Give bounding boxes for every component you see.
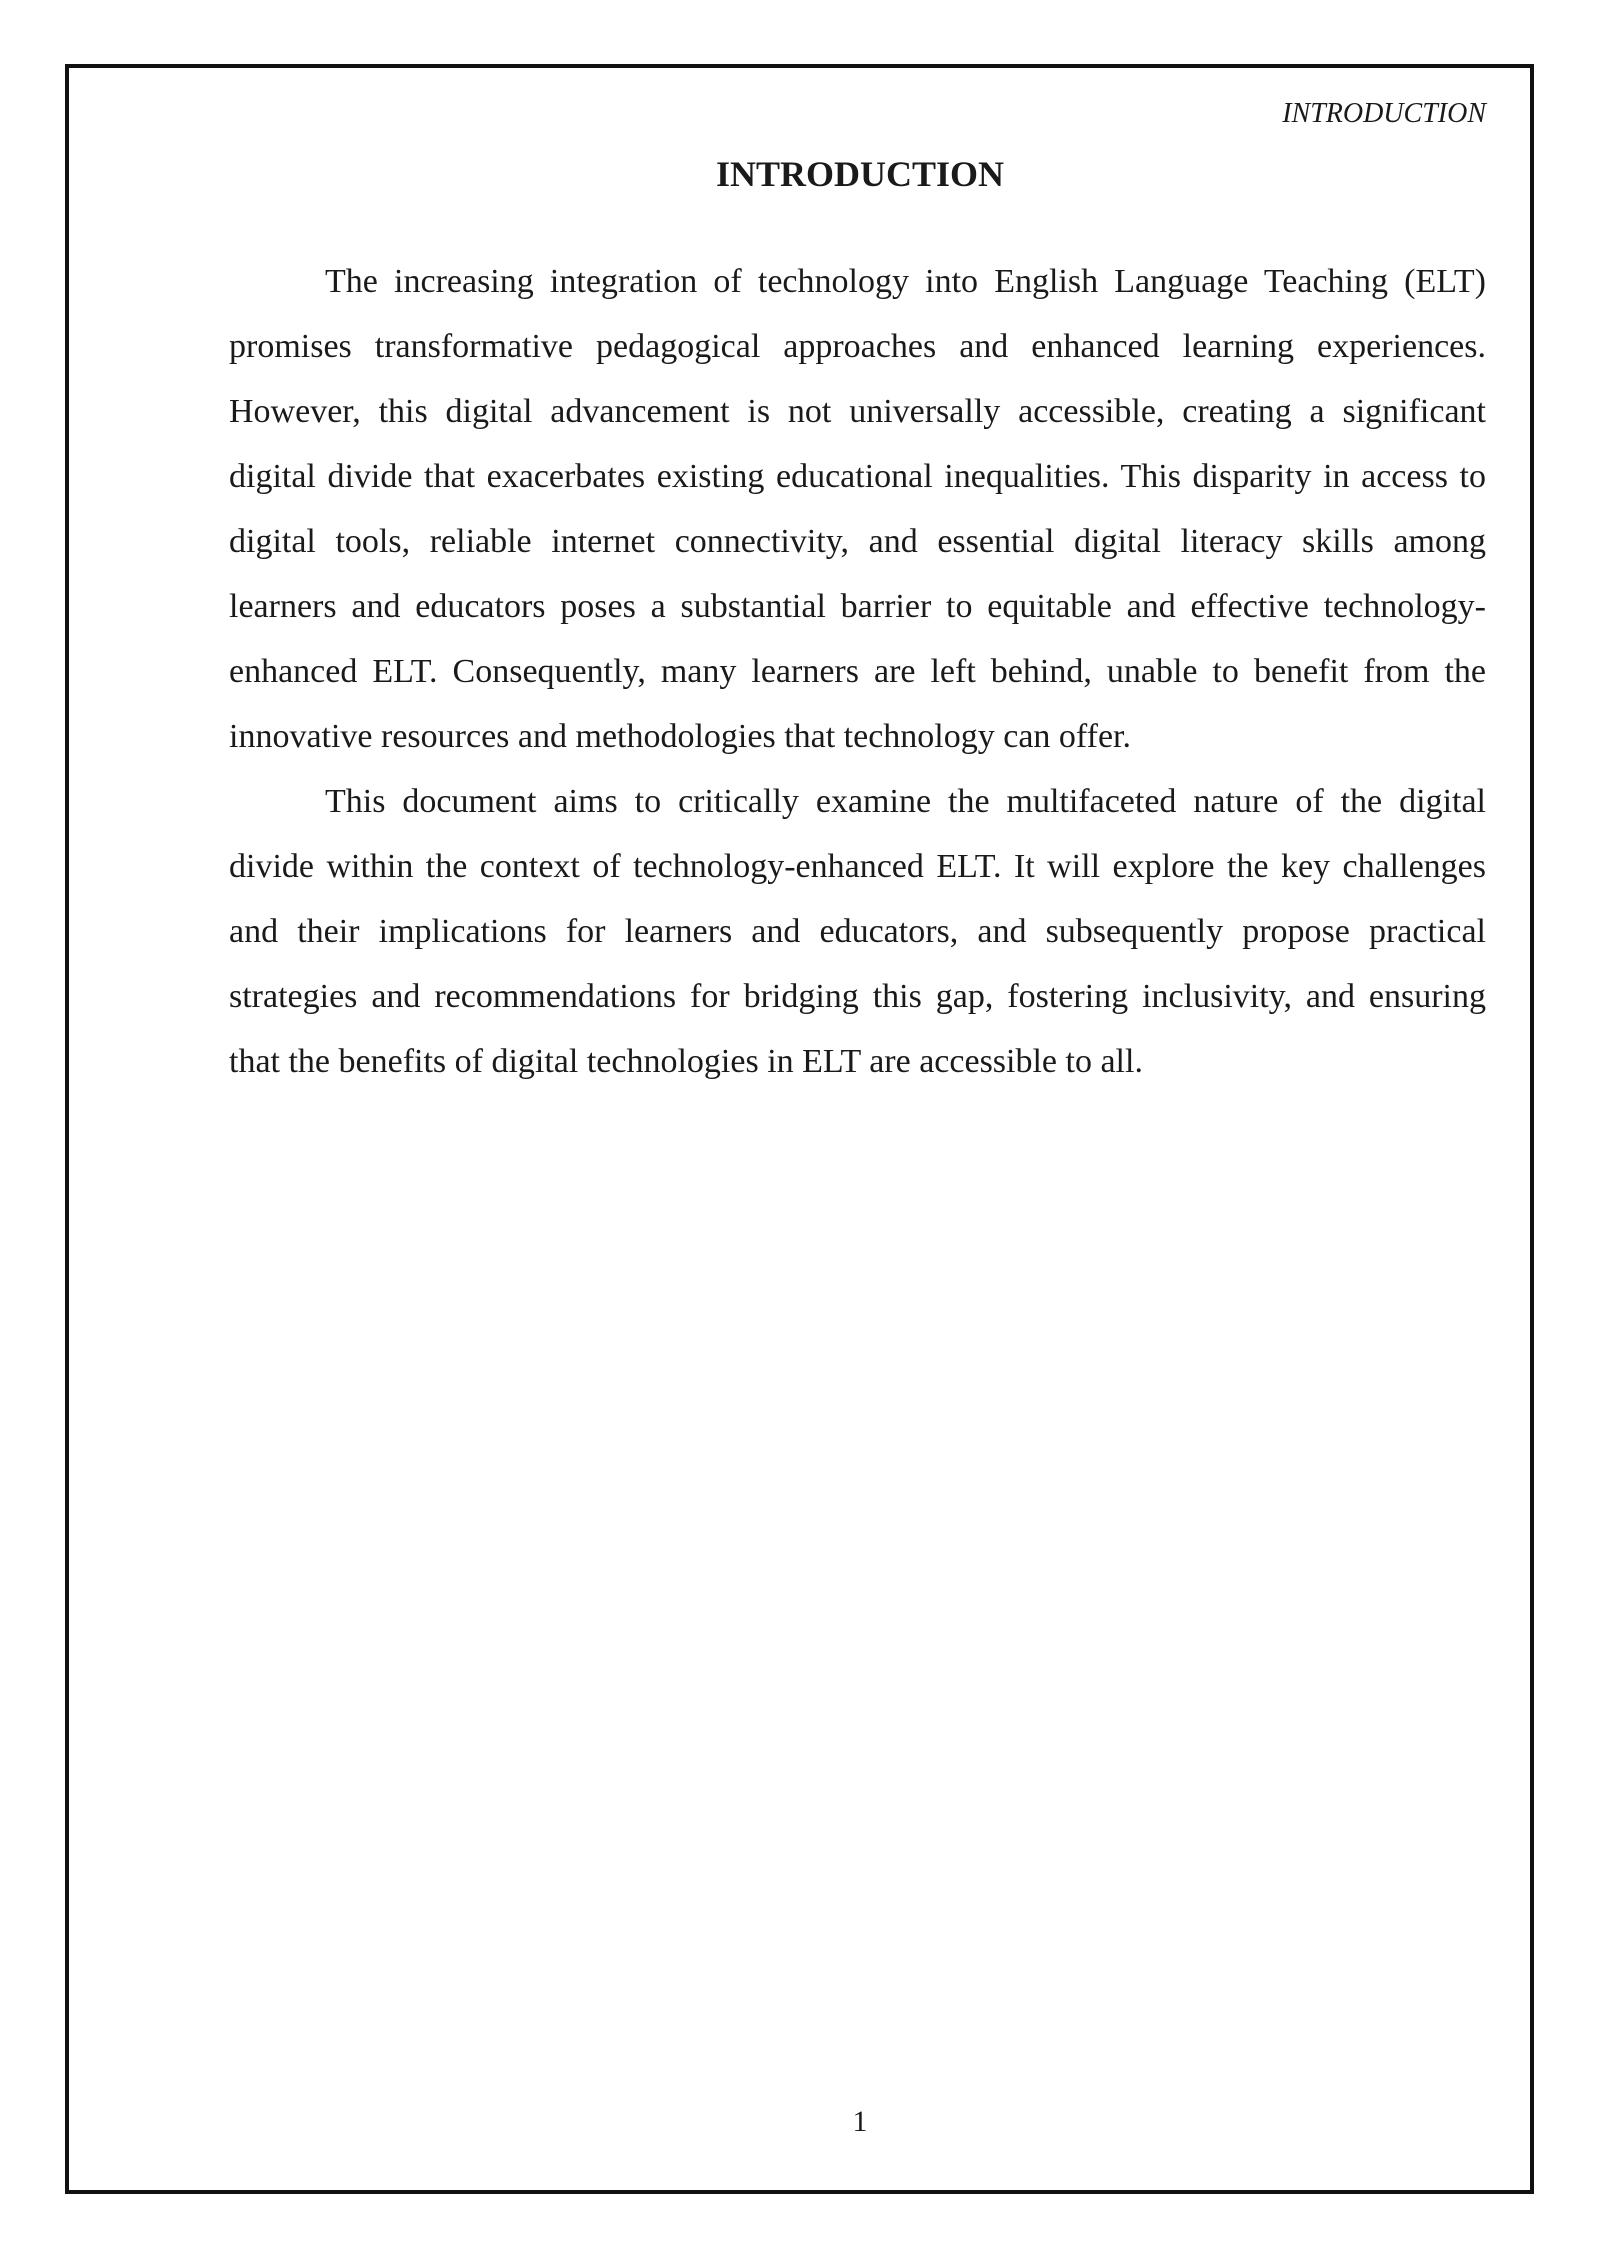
running-header: INTRODUCTION (1282, 98, 1486, 129)
page-title: INTRODUCTION (715, 154, 1005, 194)
page-number: 1 (852, 2105, 868, 2138)
paragraph-2: This document aims to critically examine the multifaceted nature of the digital divide within the context of technology-enhanced ELT. It will explore the key challenges and their implications for learners and educators, and subsequently propose practical strategies and recommendations for bridging this gap, fostering inclusivity, and ensuring that the benefits of digital technologies in ELT are accessible to all. (229, 783, 1486, 1080)
paragraph-1: The increasing integration of technology into English Language Teaching (ELT) promises transformative pedagogical approaches and enhanced learning experiences. However, this digital advancement is not universally accessible, creating a significant digital divide that exacerbates existing educational inequalities. This disparity in access to digital tools, reliable internet connectivity, and essential digital literacy skills among learners and educators poses a substantial barrier to equitable and effective technology-enhanced ELT. Consequently, many learners are left behind, unable to benefit from the innovative resources and methodologies that technology can offer. (229, 263, 1486, 755)
body-text (229, 249, 1486, 1094)
